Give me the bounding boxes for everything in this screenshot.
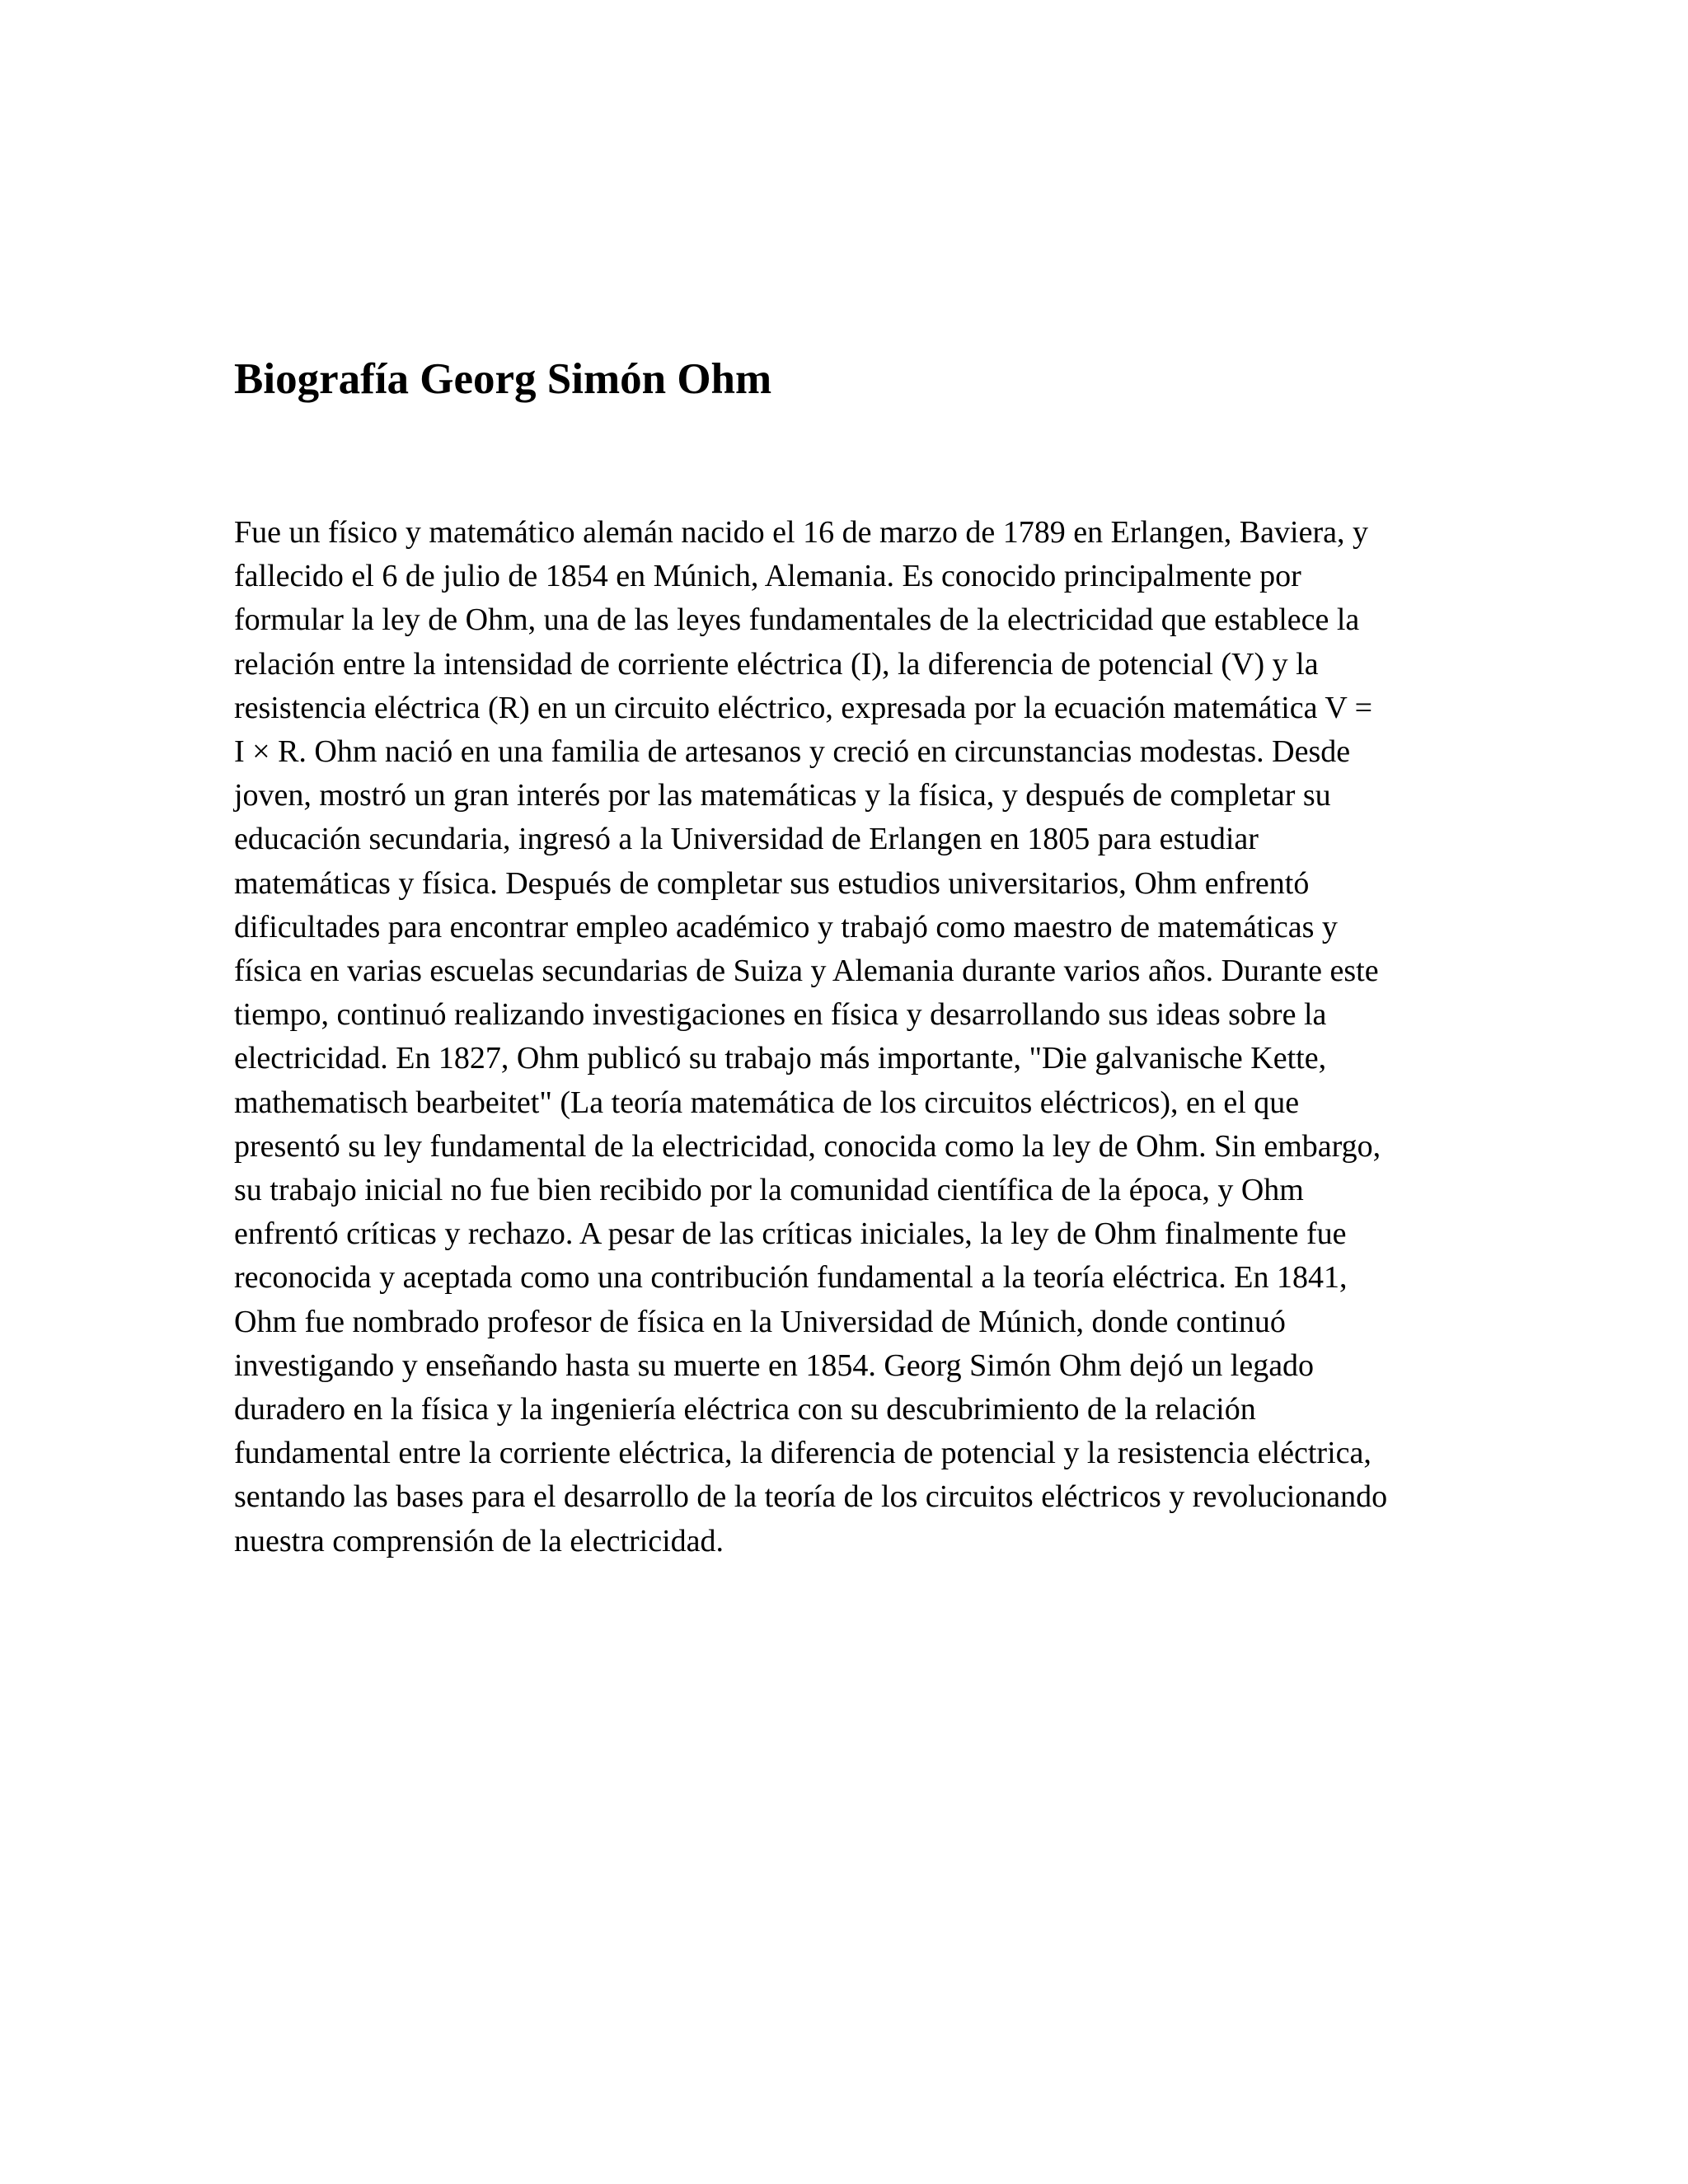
paragraph-line: reconocida y aceptada como una contribución fundamental a la teoría eléctrica. En 1841,: [234, 1260, 1348, 1296]
paragraph-line: nuestra comprensión de la electricidad.: [234, 1523, 724, 1558]
paragraph-line: enfrentó críticas y rechazo. A pesar de las críticas iniciales, la ley de Ohm finalmente fue: [234, 1216, 1347, 1252]
paragraph-line: electricidad. En 1827, Ohm publicó su trabajo más importante, "Die galvanische Kette,: [234, 1041, 1327, 1076]
paragraph-line: física en varias escuelas secundarias de Suiza y Alemania durante varios años. Durante este: [234, 954, 1379, 989]
paragraph-line: investigando y enseñando hasta su muerte en 1854. Georg Simón Ohm dejó un legado: [234, 1347, 1315, 1383]
paragraph-line: fallecido el 6 de julio de 1854 en Múnich, Alemania. Es conocido principalmente por: [234, 559, 1301, 594]
paragraph-line: duradero en la física y la ingeniería eléctrica con su descubrimiento de la relación: [234, 1392, 1256, 1427]
paragraph-line: joven, mostró un gran interés por las matemáticas y la física, y después de completar su: [234, 778, 1331, 813]
document-title: Biografía Georg Simón Ohm: [234, 355, 772, 403]
paragraph-line: presentó su ley fundamental de la electricidad, conocida como la ley de Ohm. Sin embargo,: [234, 1128, 1381, 1164]
paragraph-line: I × R. Ohm nació en una familia de artesanos y creció en circunstancias modestas. Desde: [234, 734, 1351, 770]
paragraph-line: matemáticas y física. Después de completar sus estudios universitarios, Ohm enfrentó: [234, 865, 1310, 901]
paragraph-line: relación entre la intensidad de corriente eléctrica (I), la diferencia de potencial (V) y la: [234, 646, 1319, 682]
paragraph-line: dificultades para encontrar empleo académico y trabajó como maestro de matemáticas y: [234, 909, 1338, 944]
paragraph-line: fundamental entre la corriente eléctrica, la diferencia de potencial y la resistencia eléctrica,: [234, 1436, 1372, 1471]
paragraph-line: Ohm fue nombrado profesor de física en la Universidad de Múnich, donde continuó: [234, 1304, 1286, 1339]
paragraph-line: mathematisch bearbeitet" (La teoría matemática de los circuitos eléctricos), en el que: [234, 1085, 1300, 1120]
biography-paragraph: [234, 511, 1470, 1563]
paragraph-line: su trabajo inicial no fue bien recibido por la comunidad científica de la época, y Ohm: [234, 1173, 1304, 1208]
paragraph-line: resistencia eléctrica (R) en un circuito eléctrico, expresada por la ecuación matemática V =: [234, 690, 1373, 725]
paragraph-line: Fue un físico y matemático alemán nacido el 16 de marzo de 1789 en Erlangen, Baviera, y: [234, 515, 1368, 550]
paragraph-line: educación secundaria, ingresó a la Universidad de Erlangen en 1805 para estudiar: [234, 822, 1259, 857]
paragraph-line: tiempo, continuó realizando investigaciones en física y desarrollando sus ideas sobre la: [234, 997, 1327, 1033]
paragraph-line: formular la ley de Ohm, una de las leyes fundamentales de la electricidad que establece la: [234, 602, 1360, 638]
paragraph-line: sentando las bases para el desarrollo de la teoría de los circuitos eléctricos y revolucionando: [234, 1479, 1388, 1515]
